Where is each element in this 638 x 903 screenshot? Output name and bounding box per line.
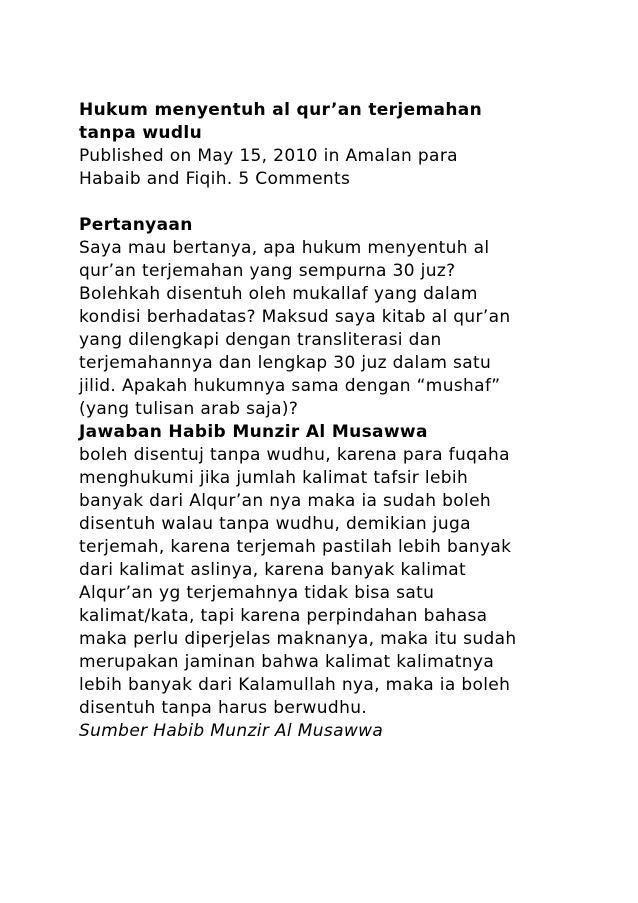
answer-line: boleh disentuj tanpa wudhu, karena para fuqaha	[79, 445, 510, 465]
meta-line: Habaib and Fiqih. 5 Comments	[79, 169, 351, 189]
publication-meta	[79, 145, 579, 191]
title-line: tanpa wudlu	[79, 123, 203, 143]
answer-heading: Jawaban Habib Munzir Al Musawwa	[79, 422, 428, 442]
question-line: Bolehkah disentuh oleh mukallaf yang dalam	[79, 284, 478, 304]
question-line: Saya mau bertanya, apa hukum menyentuh al	[79, 238, 490, 258]
answer-line: Alqur’an yg terjemahnya tidak bisa satu	[79, 583, 435, 603]
meta-line: Published on May 15, 2010 in Amalan para	[79, 146, 458, 166]
title-line: Hukum menyentuh al qur’an terjemahan	[79, 100, 483, 120]
question-line: qur’an terjemahan yang sempurna 30 juz?	[79, 261, 456, 281]
question-line: (yang tulisan arab saja)?	[79, 399, 299, 419]
answer-line: dari kalimat aslinya, karena banyak kalimat	[79, 560, 467, 580]
question-line: yang dilengkapi dengan transliterasi dan	[79, 330, 442, 350]
answer-body	[79, 444, 579, 720]
answer-line: terjemah, karena terjemah pastilah lebih banyak	[79, 537, 512, 557]
source-line: Sumber Habib Munzir Al Musawwa	[79, 721, 384, 741]
answer-line: lebih banyak dari Kalamullah nya, maka ia boleh	[79, 675, 511, 695]
paragraph-gap	[79, 191, 579, 214]
answer-line: merupakan jaminan bahwa kalimat kalimatnya	[79, 652, 495, 672]
question-line: kondisi berhadatas? Maksud saya kitab al qur’an	[79, 307, 511, 327]
answer-line: disentuh tanpa harus berwudhu.	[79, 698, 368, 718]
question-line: jilid. Apakah hukumnya sama dengan “mushaf”	[79, 376, 501, 396]
answer-line: maka perlu diperjelas maknanya, maka itu sudah	[79, 629, 517, 649]
question-line: terjemahannya dan lengkap 30 juz dalam satu	[79, 353, 492, 373]
answer-line: kalimat/kata, tapi karena perpindahan bahasa	[79, 606, 488, 626]
answer-line: disentuh walau tanpa wudhu, demikian juga	[79, 514, 471, 534]
document-page	[79, 99, 579, 743]
answer-line: banyak dari Alqur’an nya maka ia sudah boleh	[79, 491, 492, 511]
question-heading: Pertanyaan	[79, 215, 193, 235]
answer-line: menghukumi jika jumlah kalimat tafsir lebih	[79, 468, 469, 488]
document-title	[79, 99, 579, 145]
question-body	[79, 237, 579, 421]
